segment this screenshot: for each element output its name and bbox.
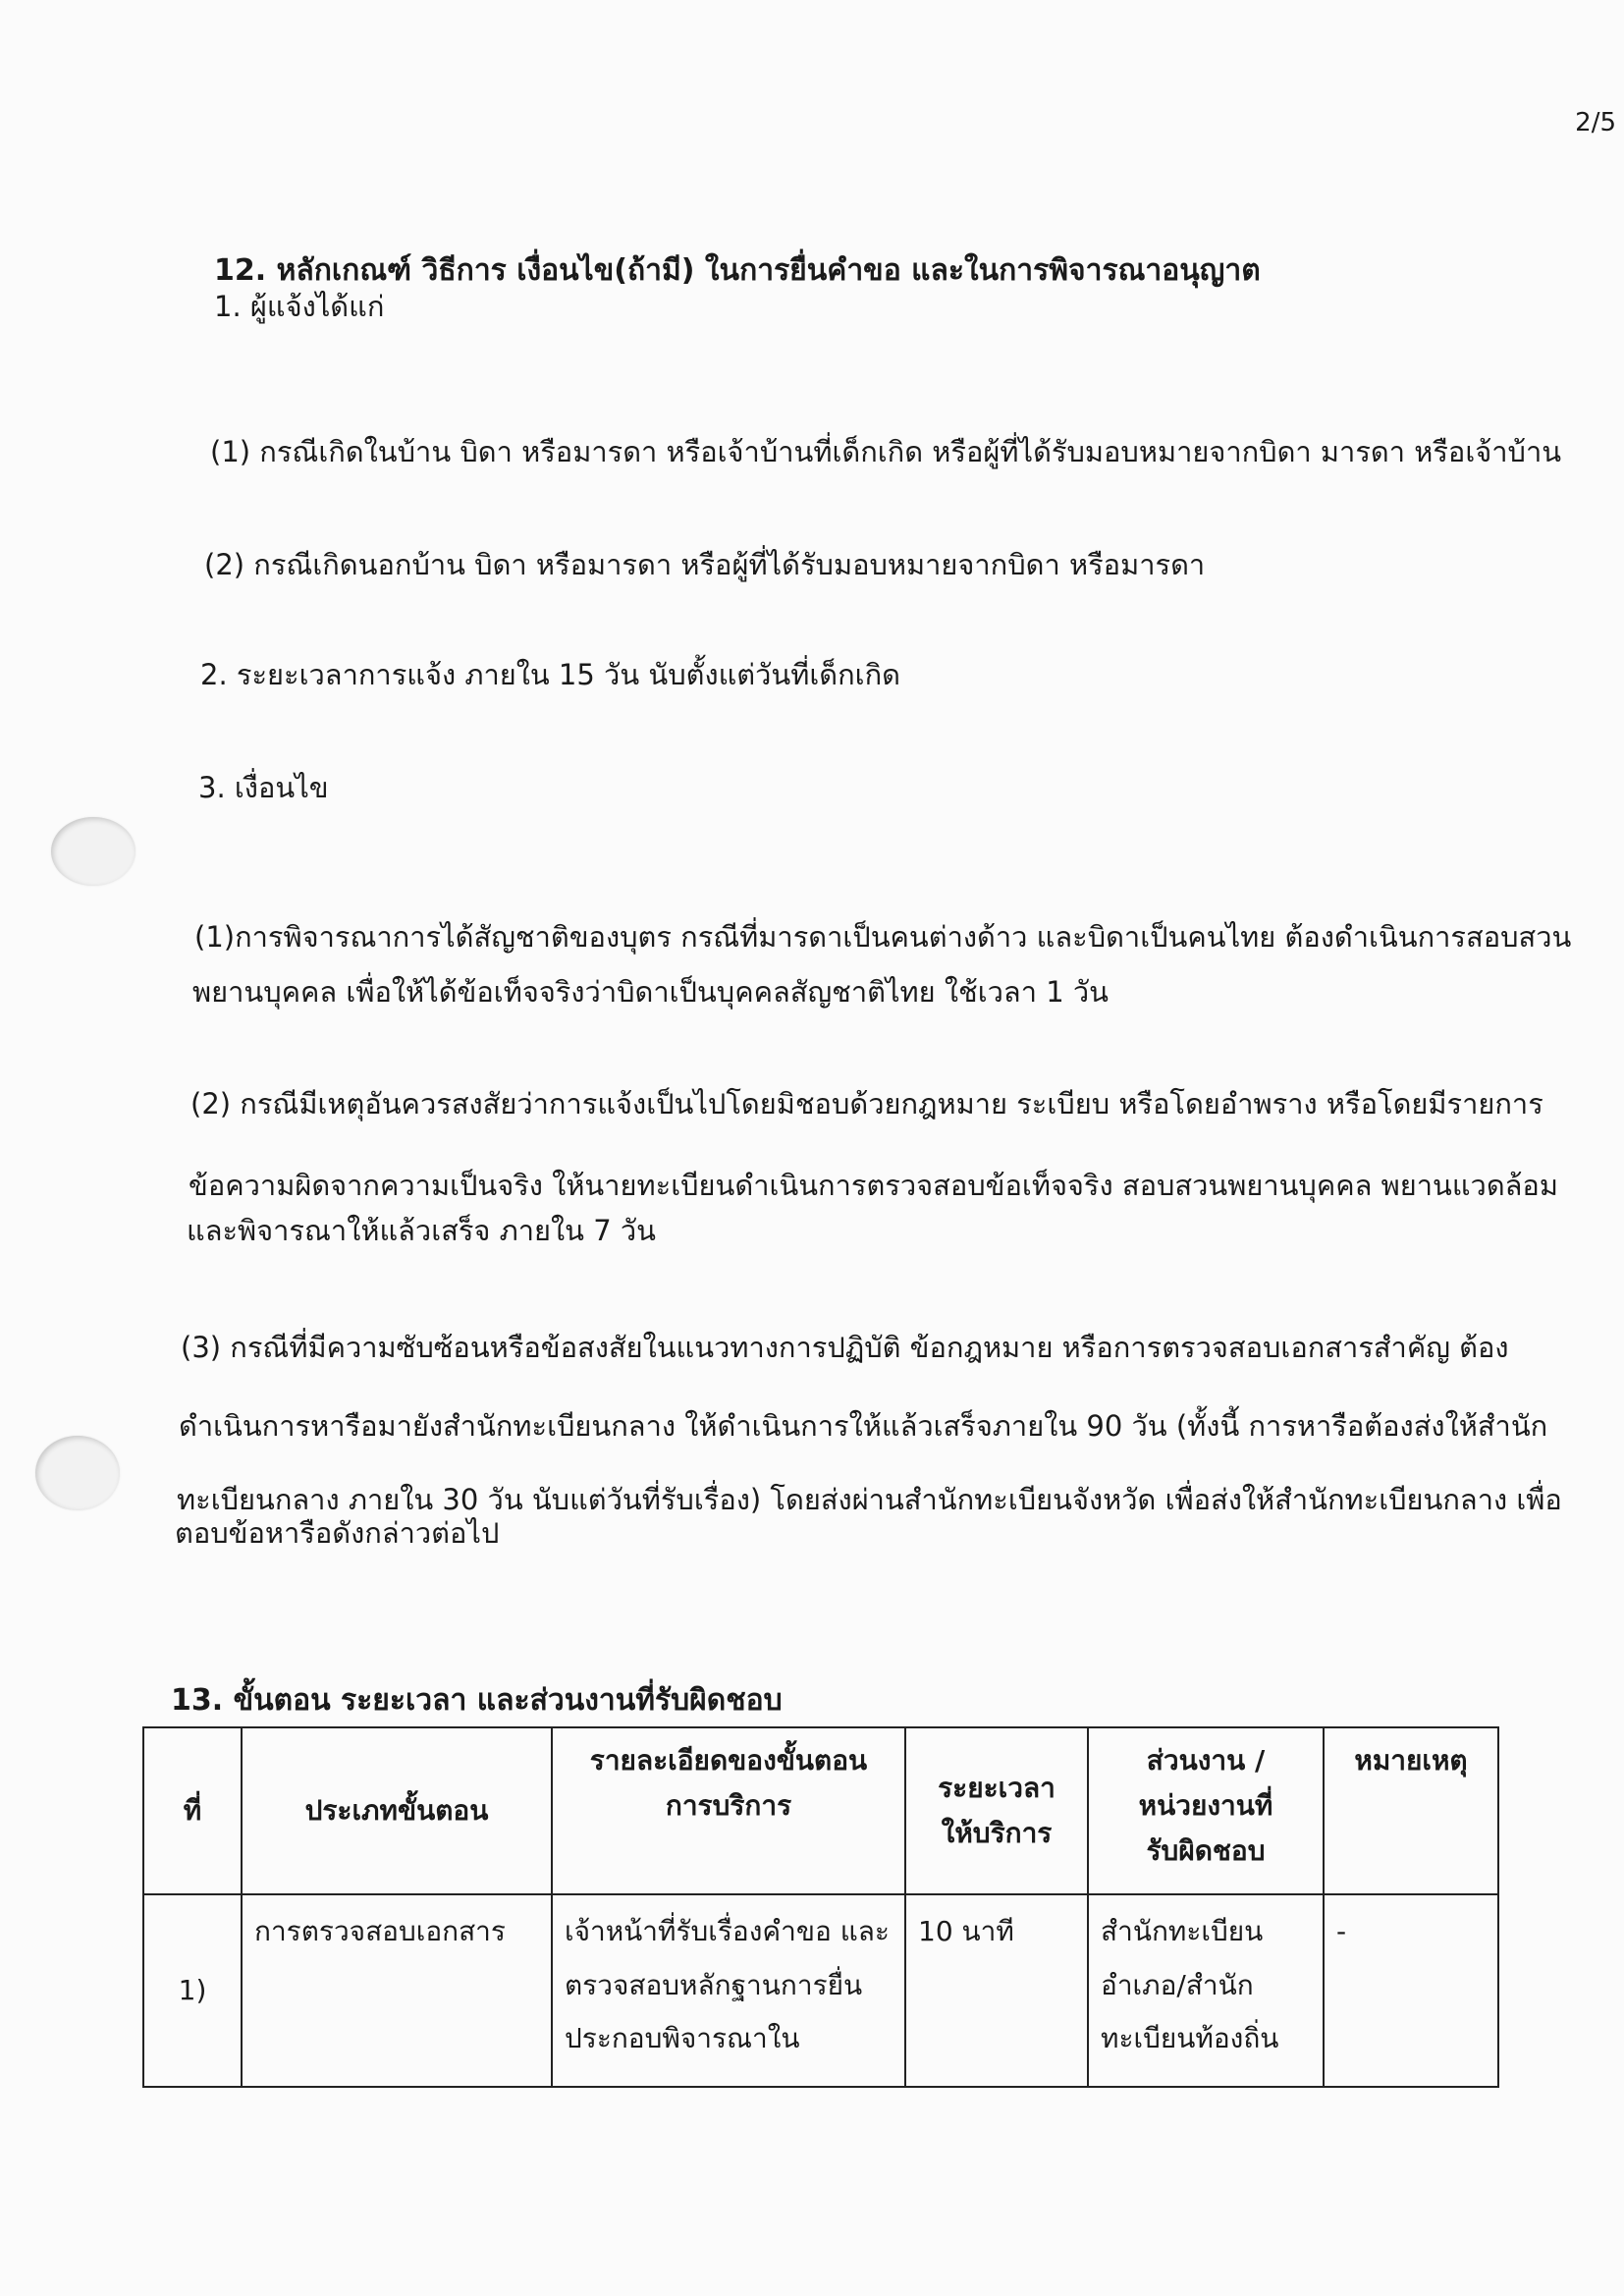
section12-title: 12. หลักเกณฑ์ วิธีการ เงื่อนไข(ถ้ามี) ในการยื่นคำขอ และในการพิจารณาอนุญาต xyxy=(214,253,1261,288)
row-type: การตรวจสอบเอกสาร xyxy=(242,1894,552,2087)
section12-item3-3-line4: ตอบข้อหารือดังกล่าวต่อไป xyxy=(175,1516,500,1550)
section12-item3-title: 3. เงื่อนไข xyxy=(198,771,329,804)
section12-item1-b: (2) กรณีเกิดนอกบ้าน บิดา หรือมารดา หรือผู้ที่ได้รับมอบหมายจากบิดา หรือมารดา xyxy=(204,548,1206,581)
section12-item3-2-line2: ข้อความผิดจากความเป็นจริง ให้นายทะเบียนดำเนินการตรวจสอบข้อเท็จจริง สอบสวนพยานบุคคล พยานแวดล้อม xyxy=(189,1169,1558,1202)
section12-item3-3-line3: ทะเบียนกลาง ภายใน 30 วัน นับแต่วันที่รับเรื่อง) โดยส่งผ่านสำนักทะเบียนจังหวัด เพื่อส่งให้สำนักทะเบียนกลาง เพื่อ xyxy=(177,1483,1562,1516)
section12-item3-1-line1: (1)การพิจารณาการได้สัญชาติของบุตร กรณีที่มารดาเป็นคนต่างด้าว และบิดาเป็นคนไทย ต้องดำเนินการสอบสวน xyxy=(194,920,1572,954)
row-unit: สำนักทะเบียน อำเภอ/สำนัก ทะเบียนท้องถิ่น xyxy=(1088,1894,1324,2087)
section12-item3-1-line2: พยานบุคคล เพื่อให้ได้ข้อเท็จจริงว่าบิดาเป็นบุคคลสัญชาติไทย ใช้เวลา 1 วัน xyxy=(192,975,1109,1009)
header-no: ที่ xyxy=(143,1727,242,1894)
section13-title: 13. ขั้นตอน ระยะเวลา และส่วนงานที่รับผิดชอบ xyxy=(171,1683,783,1718)
section12-item3-2-line3: และพิจารณาให้แล้วเสร็จ ภายใน 7 วัน xyxy=(187,1214,656,1247)
steps-table xyxy=(142,1726,1499,2088)
header-unit: ส่วนงาน / หน่วยงานที่ รับผิดชอบ xyxy=(1088,1727,1324,1894)
section12-item1-title: 1. ผู้แจ้งได้แก่ xyxy=(214,290,385,323)
section12-item1-a: (1) กรณีเกิดในบ้าน บิดา หรือมารดา หรือเจ้าบ้านที่เด็กเกิด หรือผู้ที่ได้รับมอบหมายจากบิดา มารดา หรือเจ้าบ้าน xyxy=(210,435,1562,468)
punch-hole-bottom xyxy=(35,1436,120,1510)
header-detail: รายละเอียดของขั้นตอน การบริการ xyxy=(552,1727,905,1894)
section12-item3-3-line1: (3) กรณีที่มีความซับซ้อนหรือข้อสงสัยในแนวทางการปฏิบัติ ข้อกฎหมาย หรือการตรวจสอบเอกสารสำคัญ ต้อง xyxy=(181,1331,1509,1364)
table-header-row xyxy=(143,1727,1498,1894)
page-number: 2/5 xyxy=(1575,108,1616,137)
row-no: 1) xyxy=(143,1894,242,2087)
section12-item2: 2. ระยะเวลาการแจ้ง ภายใน 15 วัน นับตั้งแต่วันที่เด็กเกิด xyxy=(200,658,900,691)
header-type: ประเภทขั้นตอน xyxy=(242,1727,552,1894)
section12-item3-3-line2: ดำเนินการหารือมายังสำนักทะเบียนกลาง ให้ดำเนินการให้แล้วเสร็จภายใน 90 วัน (ทั้งนี้ การหารือต้องส่งให้สำนัก xyxy=(179,1409,1548,1443)
section12-item3-2-line1: (2) กรณีมีเหตุอันควรสงสัยว่าการแจ้งเป็นไปโดยมิชอบด้วยกฎหมาย ระเบียบ หรือโดยอำพราง หรือโดยมีรายการ xyxy=(190,1087,1543,1121)
row-detail: เจ้าหน้าที่รับเรื่องคำขอ และ ตรวจสอบหลักฐานการยื่น ประกอบพิจารณาใน xyxy=(552,1894,905,2087)
header-note: หมายเหตุ xyxy=(1324,1727,1498,1894)
row-time: 10 นาที xyxy=(905,1894,1088,2087)
header-time: ระยะเวลา ให้บริการ xyxy=(905,1727,1088,1894)
table-row xyxy=(143,1894,1498,2087)
row-note: - xyxy=(1324,1894,1498,2087)
punch-hole-top xyxy=(51,817,135,886)
